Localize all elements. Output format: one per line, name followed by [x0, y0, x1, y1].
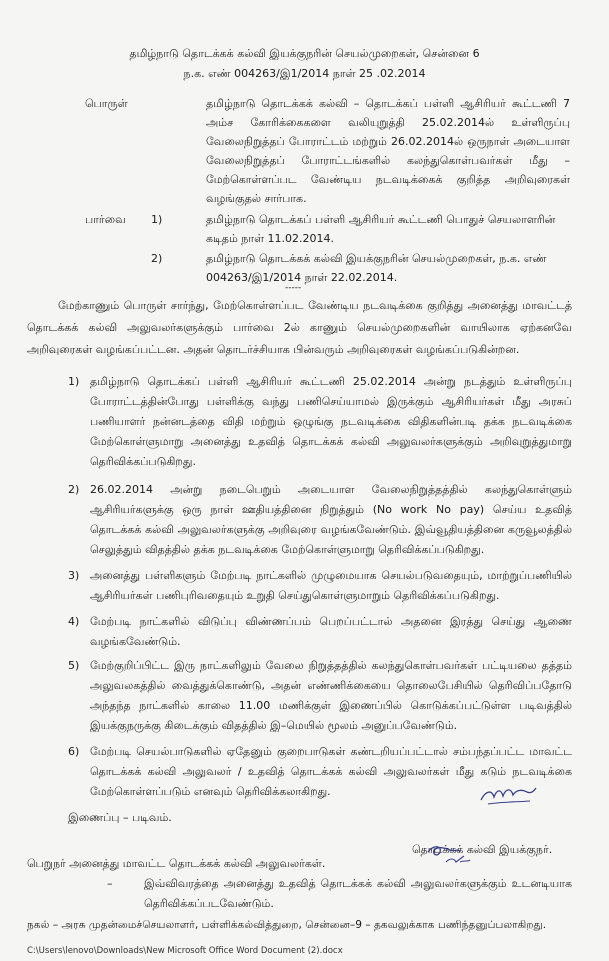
- point-line: தொடக்கக் கல்வி அலுவலர் / உதவித் தொடக்கக் கல்வி அலுவலர்கள் மீது கடும் நடவடிக்கை: [90, 765, 572, 778]
- subject-line: வழங்குதல் சார்பாக.: [206, 192, 307, 205]
- initials-signature: [420, 840, 480, 870]
- point-line: ஆசிரியர்கள் பணிபுரிவதையும் உறுதி செய்துகொள்ளுமாறும் தெரிவிக்கப்படுகிறது.: [90, 589, 500, 602]
- point-number: 1): [68, 375, 80, 388]
- subject-line: அம்ச கோரிக்கைகளை வலியுறுத்தி 25.02.2014ல் உள்ளிருப்பு: [206, 116, 570, 129]
- signatory-title: தொடக்கக் கல்வி இயக்குநர்.: [412, 843, 553, 856]
- point-number: 5): [68, 659, 80, 672]
- reference-line: தமிழ்நாடு தொடக்கக் கல்வி இயக்குநரின் செயல்முறைகள், ந.க. எண்: [206, 252, 547, 265]
- subject-line: வேலைநிறுத்தப் போராட்டம் மற்றும் 26.02.2014ல் ஒருநாள் அடையாள: [206, 135, 570, 148]
- point-line: அலுவலகத்தில் வைத்துக்கொண்டு, அதன் எண்ணிக்கையை தொலைபேசியில் தெரிவிப்பதோடு: [90, 679, 572, 692]
- point-line: தமிழ்நாடு தொடக்கப் பள்ளி ஆசிரியர் கூட்டணி 25.02.2014 அன்று நடத்தும் உள்ளிருப்பு: [90, 375, 572, 388]
- point-line: மேற்படி நாட்களில் விடுப்பு விண்ணப்பம் பெறப்பட்டால் அதனை இரத்து செய்து ஆணை: [90, 615, 572, 628]
- point-line: பணியாளர் நன்னடத்தை விதி மற்றும் ஒழுங்கு நடவடிக்கை விதிகளின்படி தக்க நடவடிக்கை: [90, 415, 572, 428]
- intro-line: தொடக்கக் கல்வி அலுவலர்களுக்கும் பார்வை 2ல் காணும் செயல்முறைகளின் வாயிலாக ஏற்கனவே: [27, 321, 572, 334]
- file-path: C:\Users\lenovo\Downloads\New Microsoft Office Word Document (2).docx: [27, 946, 343, 956]
- point-line: மேற்கொள்ளப்படும் எனவும் தெரிவிக்கலாகிறது.: [90, 785, 331, 798]
- point-line: இயக்குநருக்கு கிடைக்கும் விதத்தில் இ–மெயில் மூலம் அனுப்பவேண்டும்.: [90, 719, 458, 732]
- point-line: போராட்டத்தின்போது பள்ளிக்கு வந்து பணிசெய்யாமல் இருக்கும் ஆசிரியர்கள் மீது அரசுப்: [90, 395, 572, 408]
- subject-line: தமிழ்நாடு தொடக்கக் கல்வி – தொடக்கப் பள்ளி ஆசிரியர் கூட்டணி 7: [206, 97, 570, 110]
- point-number: 6): [68, 745, 80, 758]
- recipients-note-line: தெரிவிக்கப்படவேண்டும்.: [144, 897, 274, 910]
- point-line: மேற்கொள்ளுமாறு அனைத்து உதவித் தொடக்கக் கல்வி அலுவலர்களுக்கும் அறிவுறுத்துமாறு: [90, 435, 572, 448]
- intro-line: மேற்காணும் பொருள் சார்ந்து, மேற்கொள்ளப்பட வேண்டிய நடவடிக்கை குறித்து அனைத்து மாவட்டத்: [58, 299, 572, 312]
- recipients-bullet: –: [107, 877, 113, 890]
- point-line: 26.02.2014 அன்று நடைபெறும் அடையாள வேலைநிறுத்தத்தில் கலந்துகொள்ளும்: [90, 483, 572, 496]
- point-line: வழங்கவேண்டும்.: [90, 635, 181, 648]
- reference-label: பார்வை: [85, 213, 126, 226]
- reference-number: 1): [151, 213, 163, 226]
- point-number: 2): [68, 483, 80, 496]
- point-number: 3): [68, 569, 80, 582]
- recipients: பெறுநர் அனைத்து மாவட்ட தொடக்கக் கல்வி அலுவலர்கள்.: [27, 857, 326, 870]
- point-line: செலுத்தும் விதத்தில் தக்க நடவடிக்கை மேற்கொள்ளுமாறு தெரிவிக்கப்படுகிறது.: [90, 543, 485, 556]
- reference-line: தமிழ்நாடு தொடக்கப் பள்ளி ஆசிரியர் கூட்டணி பொதுச் செயலாளரின்: [206, 213, 556, 226]
- point-number: 4): [68, 615, 80, 628]
- reference-line: 004263/இ1/2014 நாள் 22.02.2014.: [206, 271, 398, 284]
- point-line: தெரிவிக்கப்படுகிறது.: [90, 455, 196, 468]
- point-line: மேற்படி செயல்பாடுகளில் ஏதேனும் குறைபாடுகள் கண்டறியப்பட்டால் சம்பந்தப்பட்ட மாவட்ட: [90, 745, 572, 758]
- reference-separator: -----: [285, 283, 302, 293]
- point-line: தொடக்கக் கல்வி அலுவலர்களுக்கு அறிவுரை வழங்கவேண்டும். இவ்வூதியத்தினை கருவூலத்தில்: [90, 523, 572, 536]
- director-signature: [478, 780, 538, 810]
- point-line: அனைத்து பள்ளிகளும் மேற்படி நாட்களில் முழுமையாக செயல்படுவதையும், மாற்றுப்பணியில்: [90, 569, 572, 582]
- reference-line: கடிதம் நாள் 11.02.2014.: [206, 232, 335, 245]
- point-line: மேற்குறிப்பிட்ட இரு நாட்களிலும் வேலை நிறுத்தத்தில் கலந்துகொள்பவர்கள் பட்டியலை தத்தம்: [90, 659, 572, 672]
- header-reference: ந.க. எண் 004263/இ1/2014 நாள் 25 .02.2014: [183, 67, 426, 80]
- subject-line: மேற்கொள்ளப்பட வேண்டிய நடவடிக்கைக் குறித்த அறிவுரைகள்: [206, 173, 570, 186]
- point-line: அந்தந்த நாட்களில் காலை 11.00 மணிக்குள் இணைப்பில் கொடுக்கப்பட்டுள்ள படிவத்தில்: [90, 699, 572, 712]
- point-line: ஆசிரியர்களுக்கு ஒரு நாள் ஊதியத்தினை நிறுத்தும் (No work No pay) செய்ய உதவித்: [90, 503, 572, 516]
- subject-label: பொருள்: [85, 97, 128, 110]
- header-title: தமிழ்நாடு தொடக்கக் கல்வி இயக்குநரின் செயல்முறைகள், சென்னை 6: [129, 47, 480, 60]
- subject-line: வேலைநிறுத்தப் போராட்டங்களில் கலந்துகொள்பவர்கள் மீது –: [206, 154, 570, 167]
- recipients-note-line: இவ்விவரத்தை அனைத்து உதவித் தொடக்கக் கல்வி அலுவலர்களுக்கும் உடனடியாக: [144, 877, 572, 890]
- copy-to: நகல் – அரசு முதன்மைச்செயலாளர், பள்ளிக்கல்வித்துறை, சென்னை–9 – தகவலுக்காக பணிந்தனுப்பலாகிறது.: [27, 919, 547, 931]
- enclosure: இணைப்பு – படிவம்.: [68, 811, 172, 824]
- reference-number: 2): [151, 252, 163, 265]
- intro-line: அறிவுரைகள் வழங்கப்பட்டன. அதன் தொடர்ச்சியாக பின்வரும் அறிவுரைகள் வழங்கப்படுகின்றன.: [27, 343, 520, 356]
